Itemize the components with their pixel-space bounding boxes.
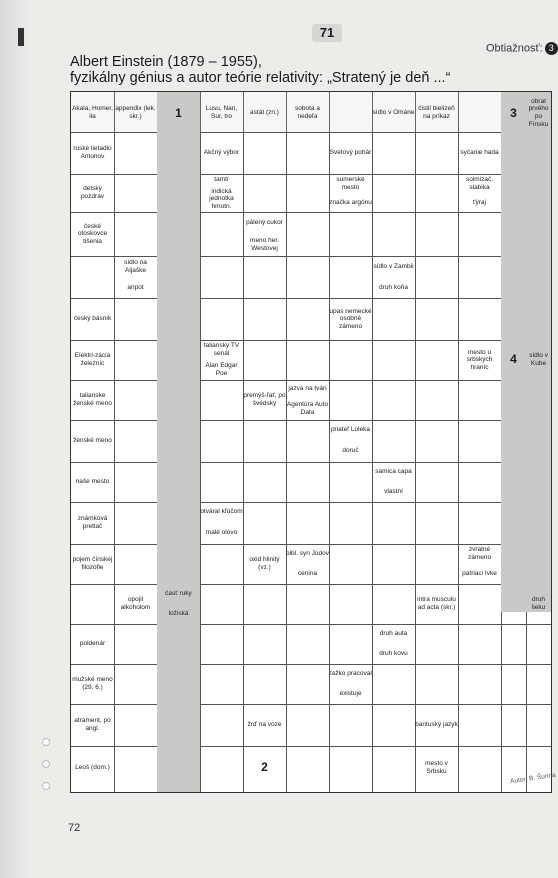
clue-nase-mesto: naše mesto [75, 478, 110, 486]
clue-tazko: ťažko pracoval [329, 670, 372, 678]
grid-line-vertical [415, 92, 416, 792]
puzzle-author: Autor: B. Šurina [509, 771, 557, 786]
clue-zenske-meno: ženské meno [73, 437, 112, 445]
grid-line-horizontal [71, 420, 551, 421]
puzzle-title: Albert Einstein (1879 – 1955), [70, 54, 262, 70]
clue-priatel: priateľ Loleka [330, 426, 371, 434]
clue-tyraj: ťýraj [473, 199, 486, 207]
grid-line-vertical [372, 92, 373, 792]
clue-opojil: opojil alkoholom [120, 596, 151, 611]
clue-sumerske: sumerské mesto [336, 176, 365, 191]
clue-zrd: žrď na voze [247, 721, 282, 729]
clue-sidlo-aljaske: sídlo na Aljaške [124, 259, 147, 274]
clue-oxid: oxid hlinitý (vz.) [249, 556, 280, 571]
clue-cast-ruky: časť ruky [165, 590, 192, 598]
grid-line-vertical [243, 92, 244, 792]
clue-jazva: jazva na tvári [288, 385, 327, 393]
clue-bantusky: bantuský jazyk [415, 721, 458, 729]
shade-col-3 [157, 92, 200, 792]
clue-mesto-srbsku: mesto v Srbsku [425, 760, 448, 775]
clue-sobota: sobota a nedeľa [295, 105, 320, 120]
puzzle-subtitle: fyzikálny génius a autor teórie relativity: „Stratený je deň ...“ [70, 70, 451, 86]
clue-ruske: ruské lietadlo Antonov [73, 145, 112, 160]
clue-solmizac: solmizač. slabika [465, 176, 494, 191]
clue-meno-her: meno her. Westovej [250, 237, 279, 252]
decoration-dot [42, 738, 50, 746]
clue-druh-lieku: druh lieku [531, 596, 546, 611]
page-number-top: 71 [312, 24, 342, 42]
crossword-grid [70, 91, 552, 793]
page-corner-mark [18, 28, 24, 46]
clue-vlastni: vlastní [384, 488, 403, 496]
clue-astat: astát (zn.) [250, 109, 279, 117]
clue-elektri: Elektri-zácia železníc [74, 352, 111, 367]
number-1: 1 [175, 106, 182, 120]
clue-paleny: pálený cukor [246, 219, 283, 227]
clue-alan: Alan Edgar Poe [205, 362, 238, 377]
clue-sidlo-zambii: sídlo v Zambii [373, 263, 414, 271]
clue-mesto-srb: mesto u srbských hraníc [466, 348, 493, 371]
clue-druh-kona: druh koňa [379, 284, 408, 292]
grid-line-horizontal [71, 212, 551, 213]
grid-line-horizontal [71, 664, 551, 665]
difficulty-label: Obtiažnosť: [486, 42, 543, 55]
clue-otvaral: otváral kľúčom [200, 508, 243, 516]
decoration-dot [42, 760, 50, 768]
clue-sycanie: syčanie hada [460, 149, 499, 157]
page-number-bottom: 72 [68, 822, 81, 834]
difficulty-badge: 3 [545, 42, 558, 55]
clue-patriaci: patriaci Ivke [462, 570, 497, 578]
clue-znacka: značka argónu [329, 199, 372, 207]
grid-line-horizontal [71, 502, 551, 503]
clue-premys: premýš-ľať, po švédsky [243, 392, 286, 407]
clue-taliansky: taliansky TV senál [203, 342, 240, 357]
clue-cesky-basnik: český básnik [73, 315, 112, 323]
clue-tamti: tamtí [214, 176, 229, 184]
clue-upas: upas nemecké osobné zámeno [329, 307, 372, 330]
number-2: 2 [261, 760, 268, 774]
clue-svetovy: Svetový pohár [329, 149, 372, 157]
clue-indicka: indická jednotka hmotn. [209, 187, 234, 210]
page-binding-edge [0, 0, 30, 878]
clue-druh-auta: druh auta [379, 630, 408, 638]
grid-line-horizontal [71, 704, 551, 705]
clue-cistil: čistil bielizeň na príkaz [418, 105, 455, 120]
grid-line-vertical [114, 92, 115, 792]
number-3: 3 [510, 106, 517, 120]
number-4: 4 [510, 352, 517, 366]
clue-poldenar: poldenár [79, 640, 106, 648]
decoration-dot [42, 782, 50, 790]
clue-appendix: appendix (lek. skr.) [115, 105, 156, 120]
clue-akcny: Akčný výbor [203, 149, 240, 157]
clue-leos: Leoš (dom.) [75, 764, 110, 772]
clue-akala: Akala, Homer, ila [72, 105, 113, 120]
clue-muzske: mužské meno (29. 6.) [72, 676, 113, 691]
grid-line-vertical [286, 92, 287, 792]
clue-intra: intra musculu ad acta (skr.) [417, 596, 456, 611]
grid-line-horizontal [71, 746, 551, 747]
clue-sidlo-kuba: sídlo v Kube [529, 352, 548, 367]
grid-line-horizontal [71, 624, 551, 625]
clue-detsky: detský pozdrav [80, 185, 105, 200]
clue-aripot: aripot [127, 284, 144, 292]
clue-agentura: Agentúra Auto Data [286, 401, 329, 416]
clue-obrat: obrat prvého po Fínsku [528, 97, 549, 128]
clue-existuje: existuje [339, 690, 362, 698]
clue-cenina: cenina [297, 570, 318, 578]
clue-sidlo-oman: sídlo v Ománe [372, 109, 415, 117]
clue-bibl: bibl. syn Júdov [286, 550, 329, 558]
clue-lozisko: ložiská [168, 610, 189, 618]
grid-line-horizontal [71, 462, 551, 463]
clue-male-olovo: malé olovo [205, 529, 238, 537]
clue-lusu: Lusu, Nan, Sur, tro [205, 105, 238, 120]
clue-zvratne: zvratné zámeno [467, 546, 492, 561]
clue-talianske-zen: talianske ženské meno [73, 392, 112, 407]
clue-doruc: doruč [342, 447, 359, 455]
clue-atrament: atrament, po angl. [74, 717, 111, 732]
clue-samica: samica capa [375, 468, 412, 476]
grid-line-horizontal [71, 298, 551, 299]
clue-druh-kovu: druh kovu [379, 650, 408, 658]
clue-znamkova: známková pretlač [77, 515, 108, 530]
clue-pojem: pojem čínskej filozofie [72, 556, 113, 571]
clue-ceske-ot: české otoskovce tišenia [77, 222, 108, 245]
